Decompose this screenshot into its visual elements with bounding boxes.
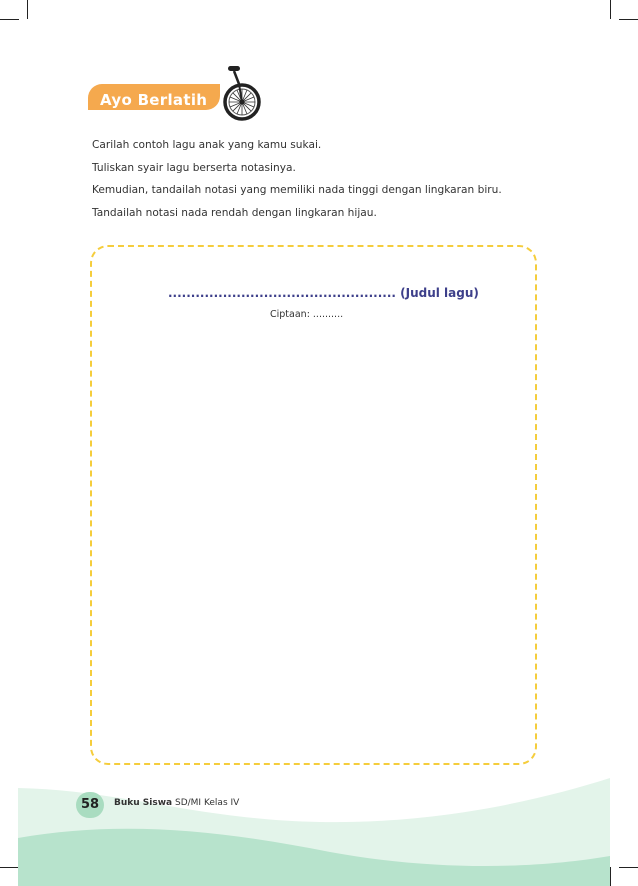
unicycle-wheel-icon [212, 64, 270, 122]
book-title-rest: SD/MI Kelas IV [174, 798, 240, 808]
instructions [92, 134, 562, 224]
book-title-bold: Buku Siswa [114, 798, 173, 808]
song-title-label: (Judul lagu) [400, 286, 479, 300]
book-title [114, 798, 239, 808]
worksheet-frame[interactable] [90, 245, 537, 765]
instruction-line: Tandailah notasi nada rendah dengan lingkaran hijau. [92, 206, 377, 219]
song-title-line [168, 286, 479, 300]
section-badge [88, 84, 220, 110]
composer-line: Ciptaan: .......... [270, 309, 344, 320]
page-number: 58 [76, 792, 104, 818]
crop-mark [610, 0, 611, 19]
footer-wave [0, 760, 638, 886]
song-title-blank: .................................................. [168, 286, 396, 300]
instruction-line: Kemudian, tandailah notasi yang memiliki nada tinggi dengan lingkaran biru. [92, 184, 502, 196]
section-title: Ayo Berlatih [100, 91, 208, 109]
instruction-line: Tuliskan syair lagu berserta notasinya. [92, 161, 296, 174]
crop-mark [27, 0, 28, 19]
instruction-line: Carilah contoh lagu anak yang kamu sukai. [92, 139, 322, 151]
section-header [88, 78, 268, 122]
crop-mark [619, 19, 638, 20]
crop-mark [0, 19, 19, 20]
